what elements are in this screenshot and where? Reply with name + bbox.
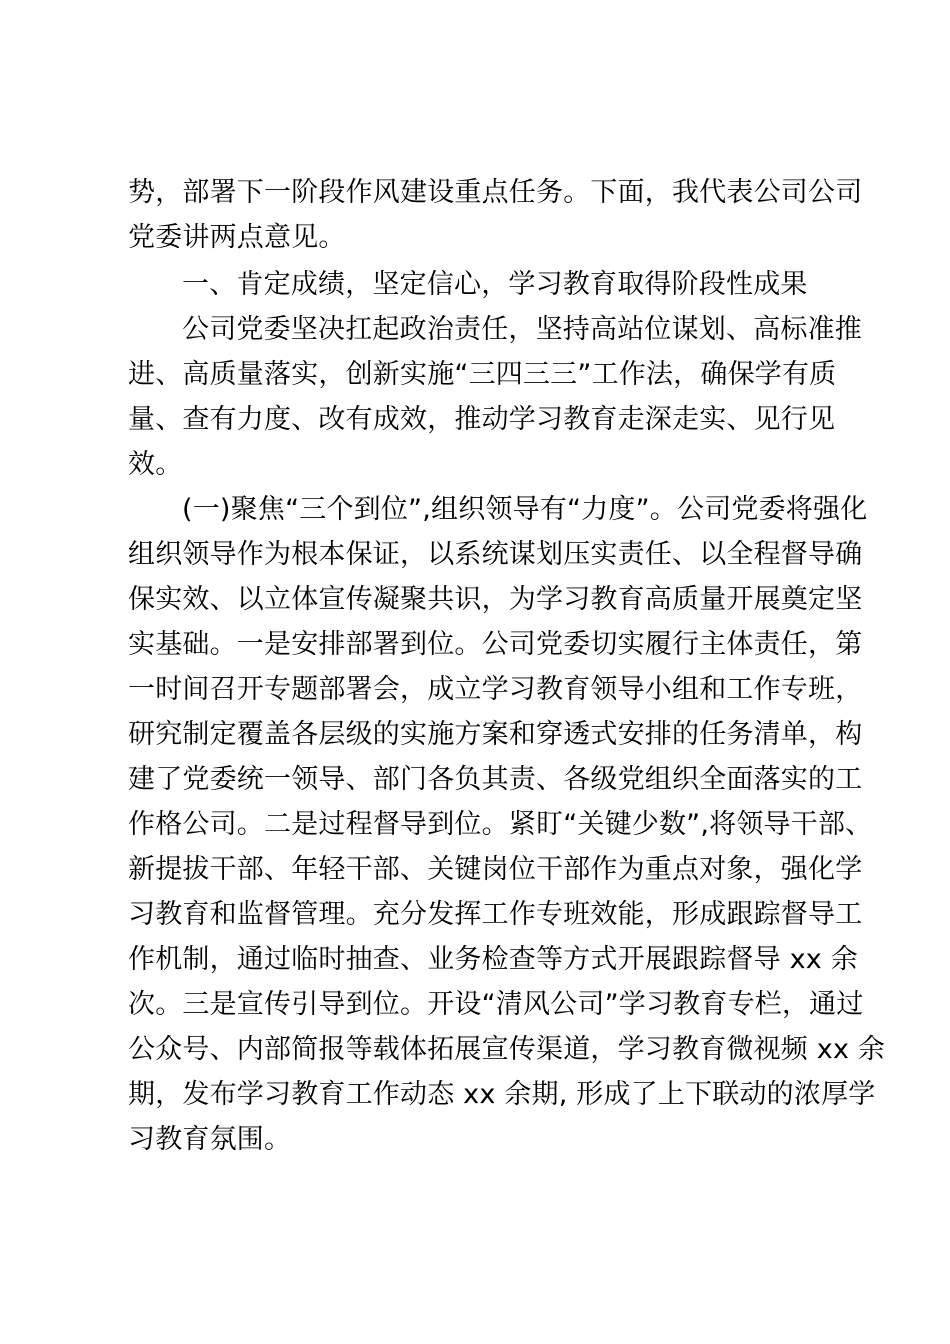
text-line: (一)聚焦“三个到位”,组织领导有“力度”。公司党委将强化 [182, 494, 868, 525]
text-line: 期，发布学习教育工作动态 xx 余期, 形成了上下联动的浓厚学 [128, 1079, 876, 1110]
text-line: 一时间召开专题部署会，成立学习教育领导小组和工作专班， [128, 674, 863, 705]
text-line: 效。 [128, 449, 183, 480]
text-line: 新提拔干部、年轻干部、关键岗位干部作为重点对象，强化学 [128, 854, 863, 885]
text-line: 作格公司。二是过程督导到位。紧盯“关键少数”,将领导干部、 [128, 809, 873, 840]
text-line: 习教育和监督管理。充分发挥工作专班效能，形成跟踪督导工 [128, 899, 863, 930]
text-line: 作机制，通过临时抽查、业务检查等方式开展跟踪督导 xx 余 [128, 944, 858, 975]
text-line: 实基础。一是安排部署到位。公司党委切实履行主体责任，第 [128, 629, 863, 660]
paragraph-continuation [128, 170, 862, 260]
section-heading-text: 一、肯定成绩，坚定信心，学习教育取得阶段性成果 [182, 269, 808, 300]
text-line: 公众号、内部简报等载体拓展宣传渠道，学习教育微视频 xx 余 [128, 1034, 886, 1065]
text-line: 公司党委坚决扛起政治责任，坚持高站位谋划、高标准推 [182, 314, 862, 345]
section-heading [128, 262, 808, 307]
text-line: 保实效、以立体宣传凝聚共识，为学习教育高质量开展奠定坚 [128, 584, 863, 615]
text-line: 研究制定覆盖各层级的实施方案和穿透式安排的任务清单，构 [128, 719, 863, 750]
paragraph-focus-three [128, 487, 885, 1162]
text-line: 次。三是宣传引导到位。开设“清风公司”学习教育专栏，通过 [128, 989, 864, 1020]
text-line: 习教育氛围。 [128, 1124, 292, 1155]
text-line: 党委讲两点意见。 [128, 222, 346, 253]
text-line: 势，部署下一阶段作风建设重点任务。下面，我代表公司公司 [128, 177, 863, 208]
text-line: 进、高质量落实，创新实施“三四三三”工作法，确保学有质 [128, 359, 837, 390]
text-line: 建了党委统一领导、部门各负其责、各级党组织全面落实的工 [128, 764, 863, 795]
text-line: 量、查有力度、改有成效，推动学习教育走深走实、见行见 [128, 404, 836, 435]
text-line: 组织领导作为根本保证，以系统谋划压实责任、以全程督导确 [128, 539, 863, 570]
paragraph-intro [128, 307, 862, 487]
